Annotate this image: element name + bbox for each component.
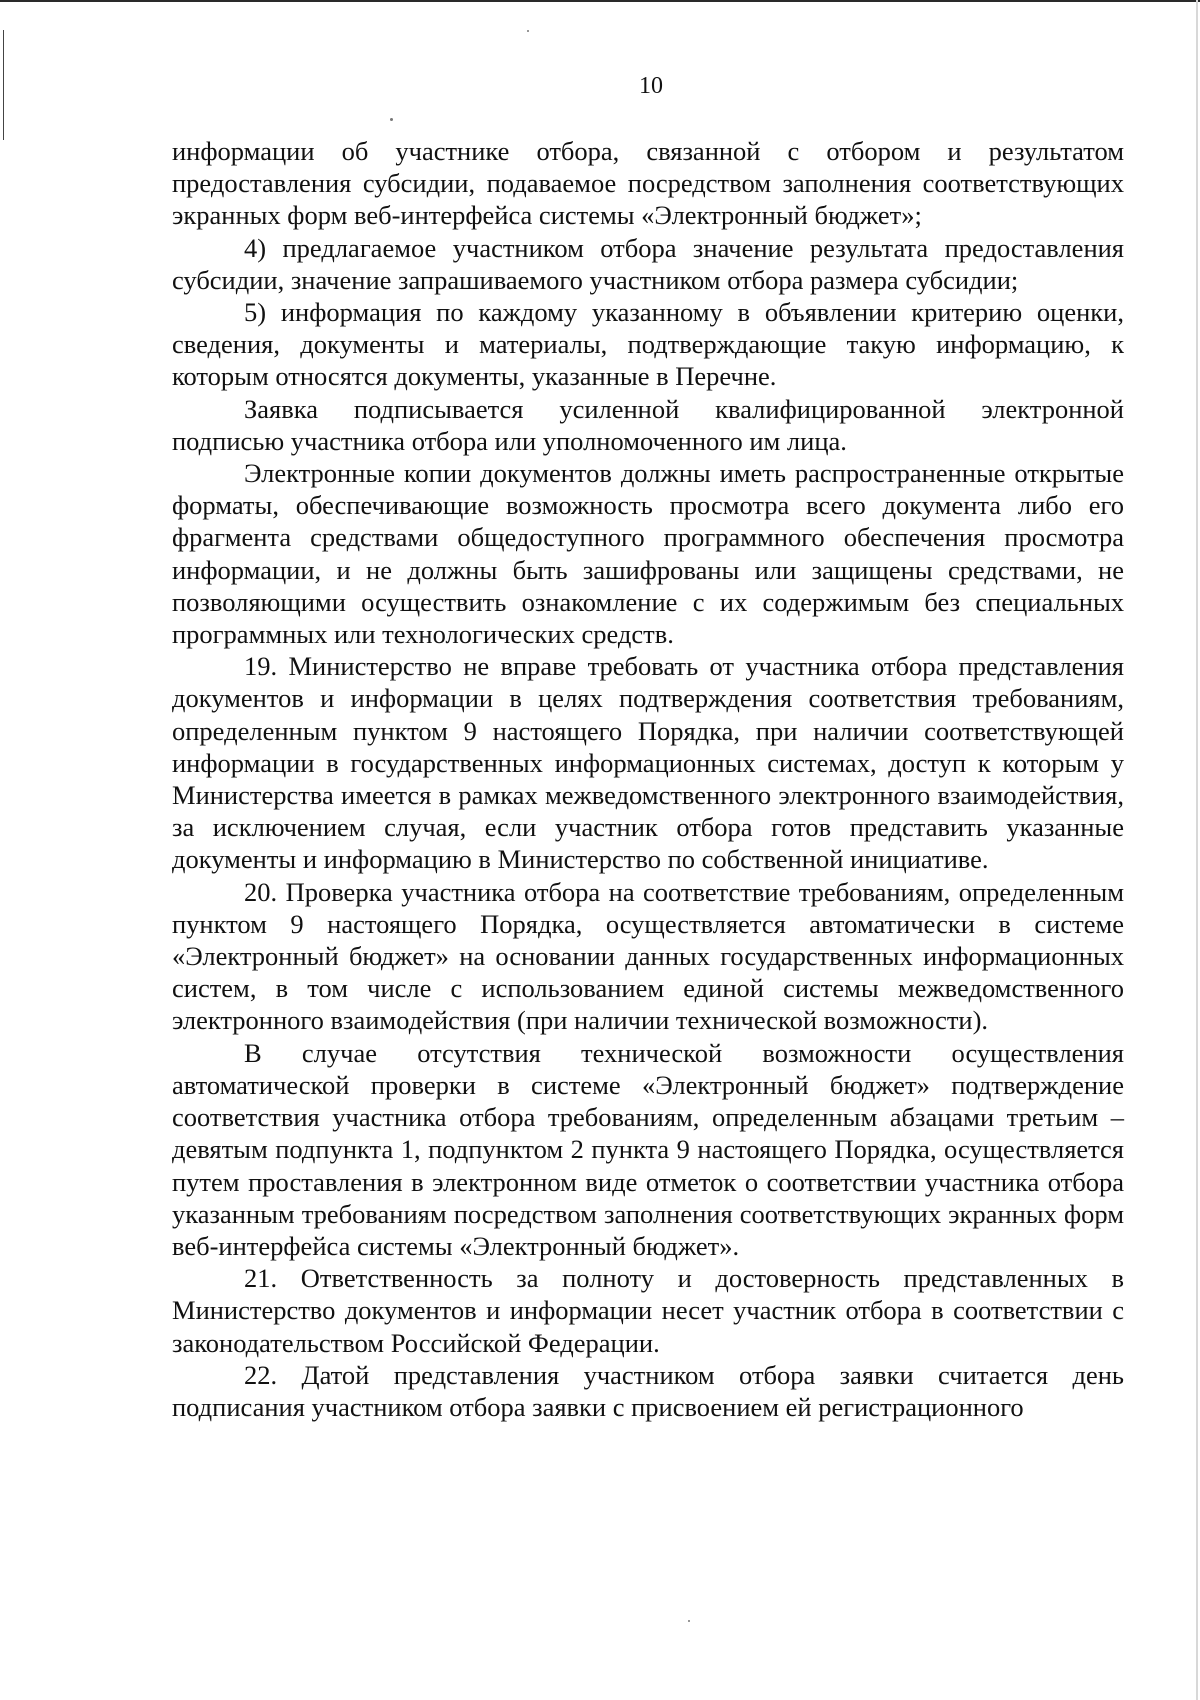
paragraph-clause-22: 22. Датой представления участником отбора заявки считается день подписания участником отбора заявки с присвоением ей регистрационного xyxy=(172,1359,1124,1422)
scan-speck xyxy=(688,1620,690,1622)
paragraph-electronic-copies: Электронные копии документов должны иметь распространенные открытые форматы, обеспечивающие возможность просмотра всего документа либо его фрагмента средствами общедоступного программного обеспечения просмотра информации, и не должны быть зашифрованы или защищены средствами, не позволяющими осуществить ознакомление с их содержимым без специальных программных или технологических средств. xyxy=(172,458,1124,650)
paragraph-item-4: 4) предлагаемое участником отбора значение результата предоставления субсидии, значение запрашиваемого участником отбора размера субсидии; xyxy=(172,232,1124,295)
scan-speck xyxy=(527,30,529,32)
paragraph-signature: Заявка подписывается усиленной квалифицированной электронной подписью участника отбора или уполномоченного им лица. xyxy=(172,393,1124,456)
scan-speck xyxy=(390,118,393,121)
document-body xyxy=(172,135,1124,1423)
paragraph-clause-19: 19. Министерство не вправе требовать от участника отбора представления документов и информации в целях подтверждения соответствия требованиям, определенным пунктом 9 настоящего Порядка, при наличии соответствующей информации в государственных информационных системах, доступ к которым у Министерства имеется в рамках межведомственного электронного взаимодействия, за исключением случая, если участник отбора готов представить указанные документы и информацию в Министерство по собственной инициативе. xyxy=(172,651,1124,875)
scan-border-right xyxy=(1196,0,1198,1700)
paragraph-clause-20-continued: В случае отсутствия технической возможности осуществления автоматической проверки в системе «Электронный бюджет» подтверждение соответствия участника отбора требованиям, определенным абзацами третьим – девятым подпункта 1, подпунктом 2 пункта 9 настоящего Порядка, осуществляется путем проставления в электронном виде отметок о соответствии участника отбора указанным требованиям посредством заполнения соответствующих экранных форм веб-интерфейса системы «Электронный бюджет». xyxy=(172,1037,1124,1261)
paragraph-item-5: 5) информация по каждому указанному в объявлении критерию оценки, сведения, документы и материалы, подтверждающие такую информацию, к которым относятся документы, указанные в Перечне. xyxy=(172,297,1124,392)
paragraph-clause-20: 20. Проверка участника отбора на соответствие требованиям, определенным пунктом 9 настоящего Порядка, осуществляется автоматически в системе «Электронный бюджет» на основании данных государственных информационных систем, в том числе с использованием единой системы межведомственного электронного взаимодействия (при наличии технической возможности). xyxy=(172,876,1124,1036)
paragraph-clause-21: 21. Ответственность за полноту и достоверность представленных в Министерство документов и информации несет участник отбора в соответствии с законодательством Российской Федерации. xyxy=(172,1263,1124,1358)
page-number: 10 xyxy=(639,73,663,99)
paragraph-continuation: информации об участнике отбора, связанной с отбором и результатом предоставления субсидии, подаваемое посредством заполнения соответствующих экранных форм веб-интерфейса системы «Электронный бюджет»; xyxy=(172,136,1124,231)
scan-border-top xyxy=(0,0,1200,2)
